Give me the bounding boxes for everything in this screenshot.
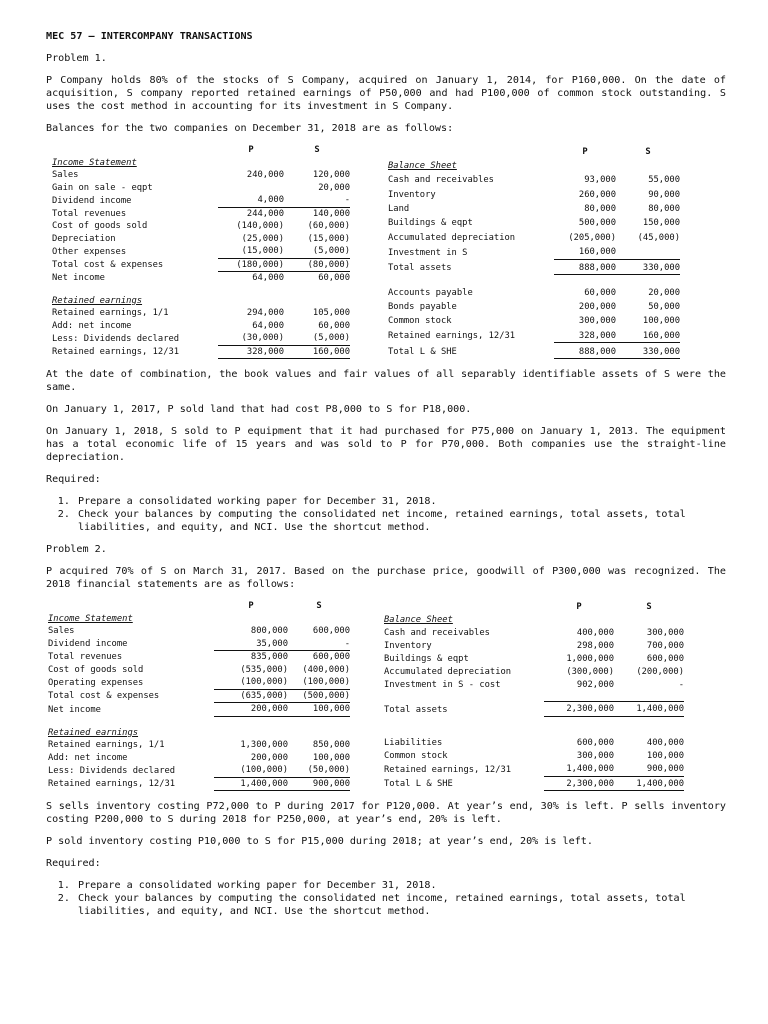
problem1-heading: Problem 1. [46,53,107,64]
table-row: Total revenues 244,000 140,000 [52,208,350,219]
table-row: Accumulated depreciation (300,000) (200,000) [384,666,684,677]
table-row: Inventory 298,000 700,000 [384,640,684,651]
table-row: Cash and receivables 400,000 300,000 [384,627,684,638]
col-header-s: S [314,145,320,155]
problem1-note-1: At the date of combination, the book values and fair values of all separably identifiable assets of S were the same. [46,369,726,393]
table-row: Dividend income 35,000 - [48,638,350,649]
table-row: Less: Dividends declared (30,000) (5,000) [52,333,350,344]
list-item: 2. Check your balances by computing the consolidated net income, retained earnings, total assets, total liabilities, and equity, and NCI. Use the shortcut method. [76,508,726,534]
balance-sheet-title: Balance Sheet [384,614,453,625]
table-row: Bonds payable 200,000 50,000 [388,302,680,313]
problem2-intro: P acquired 70% of S on March 31, 2017. Based on the purchase price, goodwill of P300,000 was recognized. The 2018 financial statements are as follows: [46,566,726,590]
col-header-s: S [646,601,652,612]
problem1-note-2: On January 1, 2017, P sold land that had cost P8,000 to S for P18,000. [46,404,472,415]
table-row: Dividend income 4,000 - [52,195,350,206]
problem1-note-3: On January 1, 2018, S sold to P equipment that it had purchased for P75,000 on January 1, 2013. The equipment has a total economic life of 15 years and was sold to P for P70,000. Both companies use the straight-line depreciation. [46,426,726,463]
table-row: Net income 64,000 60,000 [52,273,350,283]
table-row: Total assets 2,300,000 1,400,000 [384,702,684,716]
table-row: Less: Dividends declared (100,000) (50,000) [48,765,350,776]
table-row: Cost of goods sold (140,000) (60,000) [52,221,350,231]
problem2-heading: Problem 2. [46,544,107,555]
problem2-note-2: P sold inventory costing P10,000 to S for P15,000 during 2018; at year’s end, 20% is left. [46,836,593,847]
table-row: Other expenses (15,000) (5,000) [52,246,350,257]
table-row: Retained earnings, 12/31 328,000 160,000 [52,346,350,357]
document-page [46,30,726,927]
col-header-p: P [582,146,588,157]
table-row: Depreciation (25,000) (15,000) [52,233,350,244]
table-row: Cash and receivables 93,000 55,000 [388,175,680,186]
table-row: Common stock 300,000 100,000 [384,751,684,762]
table-row: Retained earnings, 12/31 1,400,000 900,000 [48,778,350,789]
balance-sheet-title: Balance Sheet [388,161,457,172]
problem1-statements [52,144,726,359]
table-row: Buildings & eqpt 500,000 150,000 [388,218,680,229]
col-header-p: P [248,601,254,611]
col-header-p: P [576,601,582,612]
table-row: Total revenues 835,000 600,000 [48,652,350,662]
table-row: Total L & SHE 888,000 330,000 [388,343,680,359]
problem2-balance-sheet-table [384,600,684,791]
problem1-required-list [46,495,726,534]
table-row: Operating expenses (100,000) (100,000) [48,677,350,688]
retained-earnings-title: Retained earnings [52,295,143,306]
problem1-intro: P Company holds 80% of the stocks of S Company, acquired on January 1, 2014, for P160,000. On the date of acquisition, S company reported retained earnings of P50,000 and had P100,000 of common stock outstanding. S uses the cost method in accounting for its investment in S Company. [46,75,726,112]
table-row: Accumulated depreciation (205,000) (45,000) [388,232,680,243]
table-row: Retained earnings, 1/1 1,300,000 850,000 [48,740,350,750]
table-row: Net income 200,000 100,000 [48,704,350,715]
table-row: Gain on sale - eqpt 20,000 [52,182,350,193]
problem1-required-label: Required: [46,474,101,485]
table-row: Land 80,000 80,000 [388,204,680,215]
table-row: Buildings & eqpt 1,000,000 600,000 [384,653,684,664]
col-header-s: S [316,601,322,611]
problem1-income-statement-table [52,144,350,359]
table-row: Cost of goods sold (535,000) (400,000) [48,664,350,675]
problem1-balance-sheet-table [388,144,680,359]
table-row: Retained earnings, 12/31 328,000 160,000 [388,328,680,343]
table-row: Liabilities 600,000 400,000 [384,738,684,749]
table-row: Sales 240,000 120,000 [52,170,350,180]
table-row: Common stock 300,000 100,000 [388,316,680,327]
problem2-income-statement-table [48,600,350,791]
retained-earnings-title: Retained earnings [48,727,139,738]
table-row: Accounts payable 60,000 20,000 [388,287,680,298]
table-row: Total cost & expenses (180,000) (80,000) [52,259,350,270]
table-row: Investment in S 160,000 [388,244,680,259]
document-title: MEC 57 – INTERCOMPANY TRANSACTIONS [46,31,253,42]
list-item: 2. Check your balances by computing the consolidated net income, retained earnings, total assets, total liabilities, and equity, and NCI. Use the shortcut method. [76,892,726,918]
problem2-required-label: Required: [46,858,101,869]
col-header-s: S [645,146,651,157]
table-row: Total cost & expenses (635,000) (500,000) [48,690,350,701]
problem2-note-1: S sells inventory costing P72,000 to P during 2017 for P120,000. At year’s end, 30% is left. P sells inventory costing P200,000 to S during 2018 for P250,000, at year’s end, 20% is left. [46,801,726,825]
problem2-required-list [46,879,726,918]
table-row: Add: net income 64,000 60,000 [52,320,350,331]
income-statement-title: Income Statement [48,613,133,624]
income-statement-title: Income Statement [52,157,137,168]
table-row: Total L & SHE 2,300,000 1,400,000 [384,776,684,790]
table-row: Total assets 888,000 330,000 [388,259,680,274]
table-row: Investment in S - cost 902,000 - [384,679,684,690]
col-header-p: P [248,145,254,155]
table-row: Inventory 260,000 90,000 [388,189,680,200]
problem1-balances-intro: Balances for the two companies on December 31, 2018 are as follows: [46,123,454,134]
list-item: 1. Prepare a consolidated working paper for December 31, 2018. [76,495,726,508]
table-row: Retained earnings, 1/1 294,000 105,000 [52,308,350,318]
table-row: Retained earnings, 12/31 1,400,000 900,000 [384,764,684,775]
list-item: 1. Prepare a consolidated working paper for December 31, 2018. [76,879,726,892]
table-row: Add: net income 200,000 100,000 [48,752,350,763]
problem2-statements [48,600,726,791]
table-row: Sales 800,000 600,000 [48,626,350,636]
